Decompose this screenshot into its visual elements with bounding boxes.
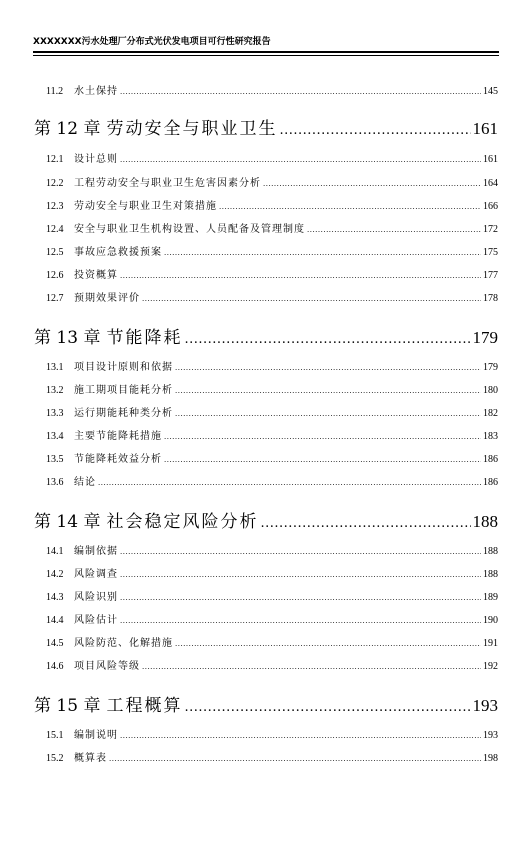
dot-leader bbox=[175, 384, 481, 398]
toc-entry-title: 社会稳定风险分析 bbox=[106, 512, 259, 532]
dot-leader bbox=[164, 430, 481, 444]
toc-section-entry[interactable] bbox=[46, 223, 498, 237]
toc-entry-title: 设计总则 bbox=[74, 154, 118, 165]
toc-entry-title: 预期效果评价 bbox=[74, 293, 140, 304]
dot-leader bbox=[260, 513, 470, 535]
toc-entry-page-number: 186 bbox=[483, 454, 498, 465]
toc-entry-page-number: 198 bbox=[483, 753, 498, 764]
toc-entry-title: 劳动安全与职业卫生对策措施 bbox=[74, 201, 217, 212]
toc-section-entry[interactable] bbox=[46, 292, 498, 306]
toc-entry-number: 14.4 bbox=[46, 615, 64, 626]
toc-entry-title: 风险调查 bbox=[74, 569, 118, 580]
toc-entry-title: 运行期能耗种类分析 bbox=[74, 408, 173, 419]
toc-section-entry[interactable] bbox=[46, 568, 498, 582]
toc-entry-number: 13.4 bbox=[46, 431, 64, 442]
toc-entry-number: 12.2 bbox=[46, 178, 64, 189]
dot-leader bbox=[120, 729, 481, 743]
toc-section-entry[interactable] bbox=[46, 361, 498, 375]
dot-leader bbox=[120, 591, 481, 605]
toc-chapter-entry[interactable] bbox=[34, 695, 498, 717]
toc-entry-title: 节能降耗 bbox=[106, 328, 183, 348]
toc-entry-number: 第 15 章 bbox=[34, 696, 101, 716]
toc-section-entry[interactable] bbox=[46, 407, 498, 421]
toc-entry-page-number: 188 bbox=[483, 546, 498, 557]
toc-entry-title: 事故应急救援预案 bbox=[74, 247, 162, 258]
toc-entry-page-number: 190 bbox=[483, 615, 498, 626]
dot-leader bbox=[219, 200, 481, 214]
toc-entry-title: 编制说明 bbox=[74, 730, 118, 741]
toc-entry-page-number: 179 bbox=[472, 328, 498, 347]
toc-entry-title: 风险估计 bbox=[74, 615, 118, 626]
dot-leader bbox=[279, 120, 470, 142]
toc-entry-page-number: 172 bbox=[483, 224, 498, 235]
toc-entry-page-number: 193 bbox=[483, 730, 498, 741]
toc-section-entry[interactable] bbox=[46, 476, 498, 490]
toc-entry-number: 12.4 bbox=[46, 224, 64, 235]
toc-entry-number: 15.1 bbox=[46, 730, 64, 741]
toc-section-entry[interactable] bbox=[46, 545, 498, 559]
toc-entry-page-number: 178 bbox=[483, 293, 498, 304]
toc-entry-page-number: 175 bbox=[483, 247, 498, 258]
dot-leader bbox=[175, 361, 481, 375]
dot-leader bbox=[142, 292, 481, 306]
toc-section-entry[interactable] bbox=[46, 269, 498, 283]
dot-leader bbox=[120, 269, 481, 283]
toc-entry-title: 风险识别 bbox=[74, 592, 118, 603]
dot-leader bbox=[175, 407, 481, 421]
dot-leader bbox=[142, 660, 481, 674]
toc-entry-number: 14.2 bbox=[46, 569, 64, 580]
toc-section-entry[interactable] bbox=[46, 729, 498, 743]
toc-entry-number: 14.3 bbox=[46, 592, 64, 603]
toc-entry-page-number: 161 bbox=[483, 154, 498, 165]
dot-leader bbox=[307, 223, 481, 237]
toc-section-entry[interactable] bbox=[46, 200, 498, 214]
toc-section-entry[interactable] bbox=[46, 384, 498, 398]
toc-section-entry[interactable] bbox=[46, 614, 498, 628]
toc-entry-number: 第 12 章 bbox=[34, 119, 101, 139]
toc-entry-page-number: 193 bbox=[472, 696, 498, 715]
toc-entry-title: 劳动安全与职业卫生 bbox=[106, 119, 278, 139]
toc-entry-title: 风险防范、化解措施 bbox=[74, 638, 173, 649]
dot-leader bbox=[120, 614, 481, 628]
toc-entry-title: 安全与职业卫生机构设置、人员配备及管理制度 bbox=[74, 224, 305, 235]
dot-leader bbox=[164, 246, 481, 260]
toc-entry-page-number: 192 bbox=[483, 661, 498, 672]
toc-entry-number: 14.5 bbox=[46, 638, 64, 649]
toc-entry-number: 第 13 章 bbox=[34, 328, 101, 348]
toc-section-entry[interactable] bbox=[46, 153, 498, 167]
toc-entry-title: 投资概算 bbox=[74, 270, 118, 281]
toc-entry-title: 概算表 bbox=[74, 753, 107, 764]
toc-entry-number: 15.2 bbox=[46, 753, 64, 764]
toc-entry-title: 水土保持 bbox=[74, 86, 118, 97]
toc-entry-number: 13.1 bbox=[46, 362, 64, 373]
toc-section-entry[interactable] bbox=[46, 637, 498, 651]
toc-entry-title: 结论 bbox=[74, 477, 96, 488]
toc-section-entry[interactable] bbox=[46, 752, 498, 766]
toc-entry-page-number: 183 bbox=[483, 431, 498, 442]
toc-entry-number: 11.2 bbox=[46, 86, 64, 97]
dot-leader bbox=[263, 177, 481, 191]
toc-entry-title: 工程劳动安全与职业卫生危害因素分析 bbox=[74, 178, 261, 189]
dot-leader bbox=[120, 568, 481, 582]
toc-entry-number: 13.5 bbox=[46, 454, 64, 465]
toc-entry-number: 12.5 bbox=[46, 247, 64, 258]
toc-entry-number: 12.7 bbox=[46, 293, 64, 304]
toc-chapter-entry[interactable] bbox=[34, 118, 498, 140]
toc-section-entry[interactable] bbox=[46, 177, 498, 191]
toc-section-entry[interactable] bbox=[46, 660, 498, 674]
dot-leader bbox=[120, 85, 481, 99]
toc-entry-number: 14.6 bbox=[46, 661, 64, 672]
toc-entry-title: 项目设计原则和依据 bbox=[74, 362, 173, 373]
toc-entry-page-number: 188 bbox=[483, 569, 498, 580]
toc-entry-title: 编制依据 bbox=[74, 546, 118, 557]
toc-entry-title: 主要节能降耗措施 bbox=[74, 431, 162, 442]
dot-leader bbox=[120, 153, 481, 167]
document-header: XXXXXXX污水处理厂分布式光伏发电项目可行性研究报告 bbox=[33, 37, 271, 47]
toc-entry-title: 工程概算 bbox=[106, 696, 183, 716]
toc-entry-title: 施工期项目能耗分析 bbox=[74, 385, 173, 396]
toc-entry-page-number: 166 bbox=[483, 201, 498, 212]
toc-entry-number: 12.6 bbox=[46, 270, 64, 281]
toc-chapter-entry[interactable] bbox=[34, 511, 498, 533]
toc-entry-page-number: 186 bbox=[483, 477, 498, 488]
toc-entry-page-number: 180 bbox=[483, 385, 498, 396]
toc-section-entry[interactable] bbox=[46, 453, 498, 467]
toc-section-entry[interactable] bbox=[46, 246, 498, 260]
toc-entry-number: 13.3 bbox=[46, 408, 64, 419]
toc-entry-page-number: 179 bbox=[483, 362, 498, 373]
dot-leader bbox=[175, 637, 481, 651]
toc-entry-number: 第 14 章 bbox=[34, 512, 101, 532]
toc-entry-number: 12.1 bbox=[46, 154, 64, 165]
toc-entry-page-number: 145 bbox=[483, 86, 498, 97]
toc-entry-page-number: 161 bbox=[472, 119, 498, 138]
toc-entry-number: 13.6 bbox=[46, 477, 64, 488]
toc-section-entry[interactable] bbox=[46, 591, 498, 605]
header-rule-thin bbox=[33, 55, 499, 56]
toc-entry-number: 14.1 bbox=[46, 546, 64, 557]
dot-leader bbox=[184, 329, 470, 351]
dot-leader bbox=[120, 545, 481, 559]
toc-chapter-entry[interactable] bbox=[34, 327, 498, 349]
toc-entry-number: 12.3 bbox=[46, 201, 64, 212]
toc-entry-title: 节能降耗效益分析 bbox=[74, 454, 162, 465]
toc-entry-page-number: 164 bbox=[483, 178, 498, 189]
toc-entry-page-number: 189 bbox=[483, 592, 498, 603]
toc-section-entry[interactable] bbox=[46, 430, 498, 444]
toc-entry-number: 13.2 bbox=[46, 385, 64, 396]
dot-leader bbox=[184, 697, 470, 719]
toc-entry-page-number: 188 bbox=[472, 512, 498, 531]
dot-leader bbox=[164, 453, 481, 467]
toc-entry-page-number: 191 bbox=[483, 638, 498, 649]
dot-leader bbox=[98, 476, 481, 490]
toc-entry-page-number: 177 bbox=[483, 270, 498, 281]
header-rule-thick bbox=[33, 51, 499, 53]
toc-entry-page-number: 182 bbox=[483, 408, 498, 419]
dot-leader bbox=[109, 752, 481, 766]
toc-section-entry[interactable] bbox=[46, 85, 498, 99]
toc-entry-title: 项目风险等级 bbox=[74, 661, 140, 672]
